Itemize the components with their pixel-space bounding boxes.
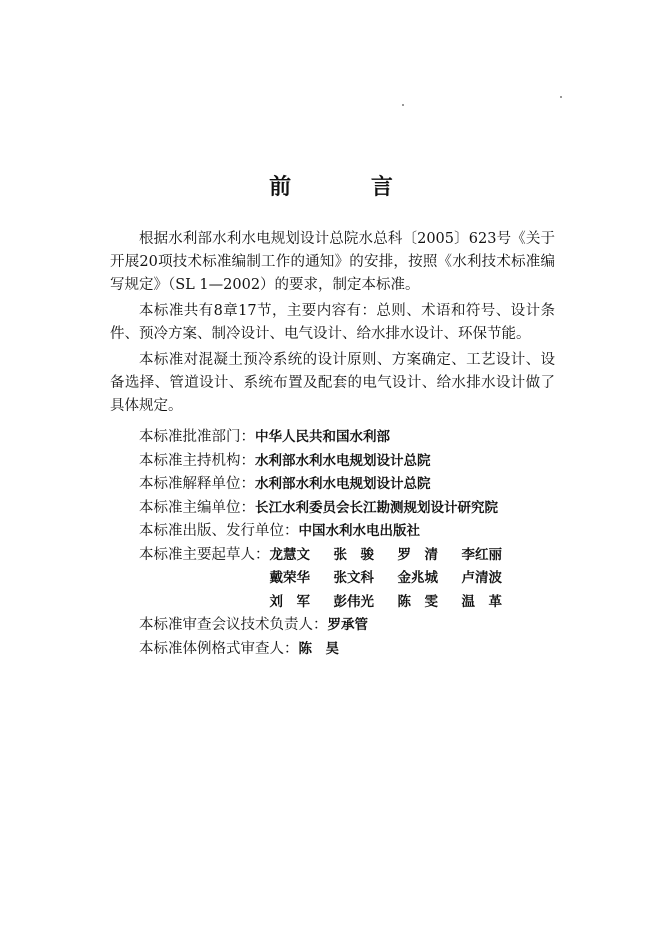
info-line [110,614,555,638]
info-line [110,426,555,450]
paragraph: 根据水利部水利水电规划设计总院水总科〔2005〕623号《关于开展20项技术标准编制工作的通知》的安排，按照《水利技术标准编写规定》（SL 1—2002）的要求，制定本标准。 [110,231,555,293]
scan-speck [560,96,562,98]
info-value: 水利部水利水电规划设计总院 [255,476,431,492]
info-line [110,450,555,474]
drafters-label: 本标准主要起草人： [139,546,270,563]
info-label: 本标准主编单位： [139,499,255,516]
info-value: 中华人民共和国水利部 [255,429,390,445]
info-value: 中国水利水电出版社 [298,523,420,539]
info-value: 陈 昊 [298,640,339,657]
info-label: 本标准解释单位： [139,476,255,492]
drafters-grid [270,544,526,615]
info-line [110,638,555,662]
drafter-name: 彭伟光 [333,593,374,610]
info-label: 本标准出版、发行单位： [139,523,299,539]
drafter-name: 陈 雯 [397,593,438,610]
drafter-name: 刘 军 [269,593,310,610]
info-line [110,497,555,521]
drafter-name: 金兆城 [397,570,438,586]
paragraph: 本标准共有8章17节，主要内容有：总则、术语和符号、设计条件、预冷方案、制冷设计、电气设计、给水排水设计、环保节能。 [110,303,555,342]
drafter-name: 温 革 [461,593,502,610]
drafter-name: 卢清波 [461,570,502,586]
scan-speck [402,104,404,106]
page-title: 前 言 [269,175,429,200]
info-value: 罗承管 [327,617,368,633]
drafter-name: 戴荣华 [269,570,310,586]
info-value: 长江水利委员会长江勘测规划设计研究院 [255,499,498,516]
info-label: 本标准批准部门： [139,429,255,445]
drafter-name: 罗 清 [397,546,438,563]
drafter-name: 龙慧文 [269,546,310,563]
info-label: 本标准主持机构： [139,452,255,469]
paragraph: 本标准对混凝土预冷系统的设计原则、方案确定、工艺设计、设备选择、管道设计、系统布置及配套的电气设计、给水排水设计做了具体规定。 [110,352,555,414]
info-label: 本标准体例格式审查人： [139,640,299,657]
drafter-name: 李红丽 [461,546,502,563]
info-line [110,520,555,544]
drafter-name: 张文科 [333,570,374,586]
info-label: 本标准审查会议技术负责人： [139,617,328,633]
drafters-block [110,544,555,615]
drafter-name: 张 骏 [333,546,374,563]
info-line [110,473,555,497]
info-value: 水利部水利水电规划设计总院 [255,452,431,469]
standard-info-list [110,426,555,661]
document-body [110,228,555,661]
